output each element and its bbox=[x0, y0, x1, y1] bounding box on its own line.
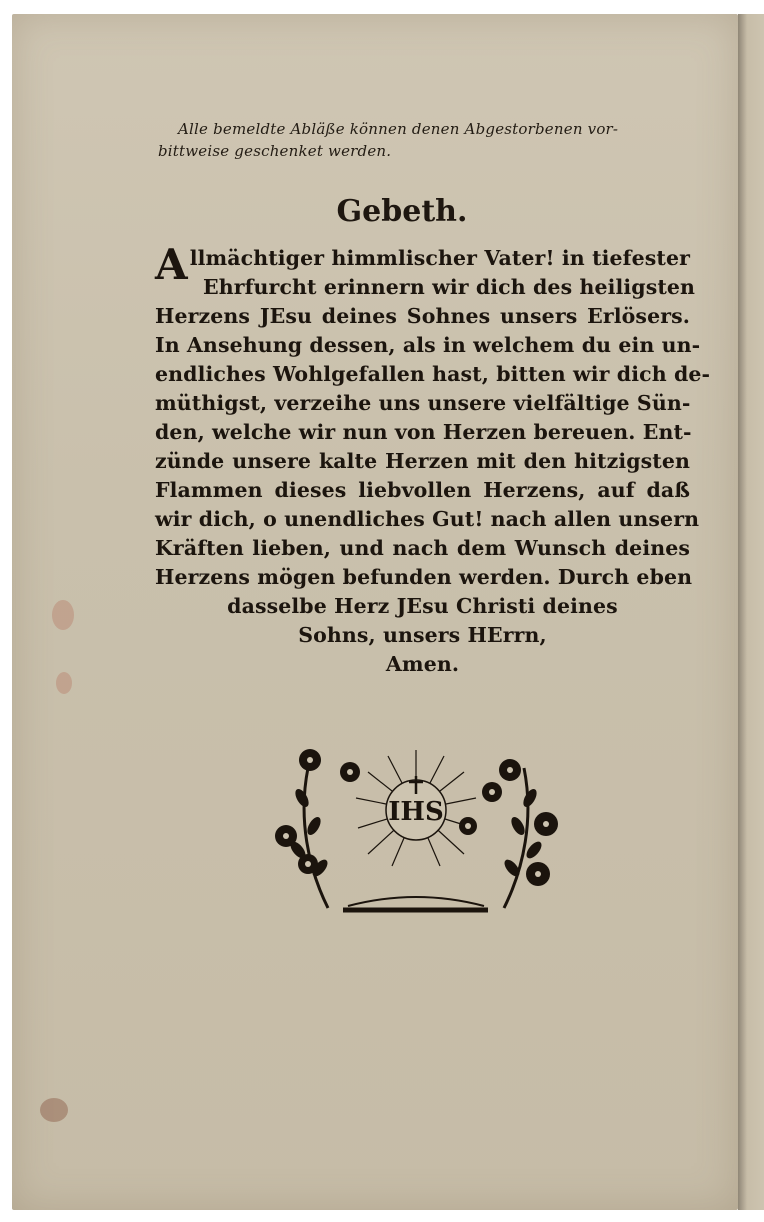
stain-mark bbox=[52, 600, 74, 630]
prayer-line: Ehrfurcht erinnern wir dich des heiligsten bbox=[203, 275, 696, 299]
ihs-monogram: IHS bbox=[388, 797, 444, 827]
prayer-line: Flammen dieses liebvollen Herzens, auf daß bbox=[155, 478, 690, 502]
note-line-2: bittweise geschenket werden. bbox=[158, 142, 392, 160]
prayer-line: In Ansehung dessen, als in welchem du ein un- bbox=[155, 333, 701, 357]
prayer-line: den, welche wir nun von Herzen bereuen. Ent- bbox=[155, 420, 692, 444]
stain-mark bbox=[40, 1098, 68, 1122]
prayer-line: endliches Wohlgefallen hast, bitten wir dich de- bbox=[155, 362, 711, 386]
indulgence-note bbox=[158, 118, 688, 162]
prayer-line: wir dich, o unendliches Gut! nach allen unsern bbox=[155, 507, 700, 531]
drop-cap: A bbox=[155, 240, 188, 289]
prayer-line: Herzens mögen befunden werden. Durch eben bbox=[155, 565, 693, 589]
prayer-line: dasselbe Herz JEsu Christi deines bbox=[227, 594, 618, 618]
prayer-text bbox=[155, 240, 711, 679]
stain-mark bbox=[56, 672, 72, 694]
prayer-heading: Gebeth. bbox=[336, 194, 468, 229]
prayer-line: Amen. bbox=[385, 652, 460, 676]
ihs-wreath-ornament-icon bbox=[268, 738, 564, 918]
prayer-line: zünde unsere kalte Herzen mit den hitzigsten bbox=[155, 449, 690, 473]
prayer-line: Kräften lieben, und nach dem Wunsch deines bbox=[155, 536, 690, 560]
note-line-1: Alle bemeldte Abläße können denen Abgestorbenen vor- bbox=[178, 120, 619, 138]
prayer-line: Herzens JEsu deines Sohnes unsers Erlösers. bbox=[155, 304, 690, 328]
prayer-line: Sohns, unsers HErrn, bbox=[298, 623, 547, 647]
prayer-line: müthigst, verzeihe uns unsere vielfältige Sün- bbox=[155, 391, 691, 415]
prayer-line: llmächtiger himmlischer Vater! in tiefester bbox=[189, 246, 690, 270]
